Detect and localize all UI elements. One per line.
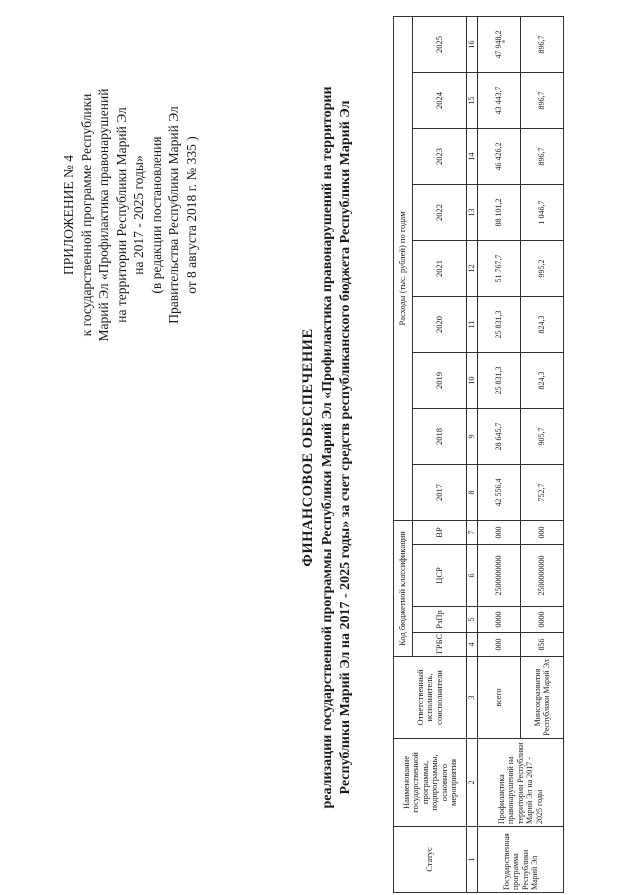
value-cell: 25 831,3 <box>478 296 521 352</box>
column-number: 12 <box>467 240 478 296</box>
value-cell: 824,3 <box>521 352 564 408</box>
header-row <box>394 16 413 892</box>
column-number: 15 <box>467 72 478 128</box>
header-code-vr: ВР <box>413 520 467 544</box>
status-cell: Государственная программа Республики Марий Эл <box>478 827 564 893</box>
document-subtitle-line1: реализации государственной программы Республики Марий Эл «Профилактика правонарушений на территории <box>320 86 335 809</box>
column-number: 5 <box>467 607 478 633</box>
value-cell: 995,2 <box>521 240 564 296</box>
column-number: 1 <box>467 827 478 893</box>
column-number-row <box>467 16 478 892</box>
code-cell: 000 <box>521 520 564 544</box>
header-year: 2025 <box>413 16 467 72</box>
header-year: 2022 <box>413 184 467 240</box>
column-number: 2 <box>467 739 478 827</box>
value-cell: 25 831,3 <box>478 352 521 408</box>
column-number: 6 <box>467 545 478 607</box>
appendix-line: от 8 августа 2018 г. № 335 ) <box>183 136 199 294</box>
header-expenses: Расходы (тыс. рублей) по годам <box>394 16 413 520</box>
column-number: 4 <box>467 633 478 657</box>
column-number: 8 <box>467 464 478 520</box>
code-cell: 000 <box>478 633 521 657</box>
header-code-grbs: ГРБС <box>413 633 467 657</box>
appendix-line: на 2017 - 2025 годы» <box>131 155 146 275</box>
header-executor: Ответственный исполнитель, соисполнители <box>394 657 467 739</box>
appendix-line: к государственной программе Республики <box>78 93 94 337</box>
column-number: 11 <box>467 296 478 352</box>
appendix-line: ПРИЛОЖЕНИЕ № 4 <box>61 154 76 276</box>
value-cell: 88 101,2 <box>478 184 521 240</box>
column-number: 3 <box>467 657 478 739</box>
appendix-line: (в редакции постановления <box>148 136 164 294</box>
appendix-line: Марий Эл «Профилактика правонарушений <box>96 88 111 342</box>
value-cell: 896,7 <box>521 128 564 184</box>
header-year: 2024 <box>413 72 467 128</box>
code-cell: 856 <box>521 633 564 657</box>
code-cell: 2500000000 <box>521 545 564 607</box>
header-status: Статус <box>394 827 467 893</box>
appendix-block <box>60 65 200 365</box>
value-cell: 43 443,7 <box>478 72 521 128</box>
value-cell: 896,7 <box>521 72 564 128</box>
header-year: 2023 <box>413 128 467 184</box>
header-year: 2017 <box>413 464 467 520</box>
executor-cell: всего <box>478 657 521 739</box>
header-budget-code: Код бюджетной классификации <box>394 520 413 656</box>
table-row <box>478 16 521 892</box>
value-cell: 752,7 <box>521 464 564 520</box>
value-cell: 51 767,7 <box>478 240 521 296</box>
header-year: 2021 <box>413 240 467 296</box>
document-title: ФИНАНСОВОЕ ОБЕСПЕЧЕНИЕ <box>300 328 316 567</box>
value-cell: 896,7 <box>521 16 564 72</box>
column-number: 13 <box>467 184 478 240</box>
column-number: 16 <box>467 16 478 72</box>
header-year: 2018 <box>413 408 467 464</box>
executor-cell: Минсоцразвития Республики Марий Эл <box>521 657 564 739</box>
value-cell: 905,7 <box>521 408 564 464</box>
column-number: 9 <box>467 408 478 464</box>
value-cell: 46 426,2 <box>478 128 521 184</box>
column-number: 7 <box>467 520 478 544</box>
value-cell: 47 948,2 <box>478 16 521 72</box>
header-year: 2020 <box>413 296 467 352</box>
code-cell: 2500000000 <box>478 545 521 607</box>
value-cell: 28 645,7 <box>478 408 521 464</box>
code-cell: 0000 <box>521 607 564 633</box>
appendix-line: Правительства Республики Марий Эл <box>166 106 181 324</box>
header-name: Наименование государственной программы, подпрограммы, основного мероприятия <box>394 739 467 827</box>
code-cell: 000 <box>478 520 521 544</box>
code-cell: 0000 <box>478 607 521 633</box>
value-cell: 42 556,4 <box>478 464 521 520</box>
appendix-line: на территории Республики Марий Эл <box>113 107 129 323</box>
header-year: 2019 <box>413 352 467 408</box>
program-name-cell: Профилактика правонарушений на территории Республики Марий Эл на 2017 - 2025 годы <box>478 739 564 827</box>
value-cell: 1 046,7 <box>521 184 564 240</box>
header-code-rzpr: РзПр <box>413 607 467 633</box>
header-code-csr: ЦСР <box>413 545 467 607</box>
financing-table <box>393 16 564 893</box>
column-number: 10 <box>467 352 478 408</box>
value-cell: 824,3 <box>521 296 564 352</box>
column-number: 14 <box>467 128 478 184</box>
document-subtitle-line2: Республики Марий Эл на 2017 - 2025 годы» за счет средств республиканского бюджета Республики Марий Эл <box>338 100 353 795</box>
